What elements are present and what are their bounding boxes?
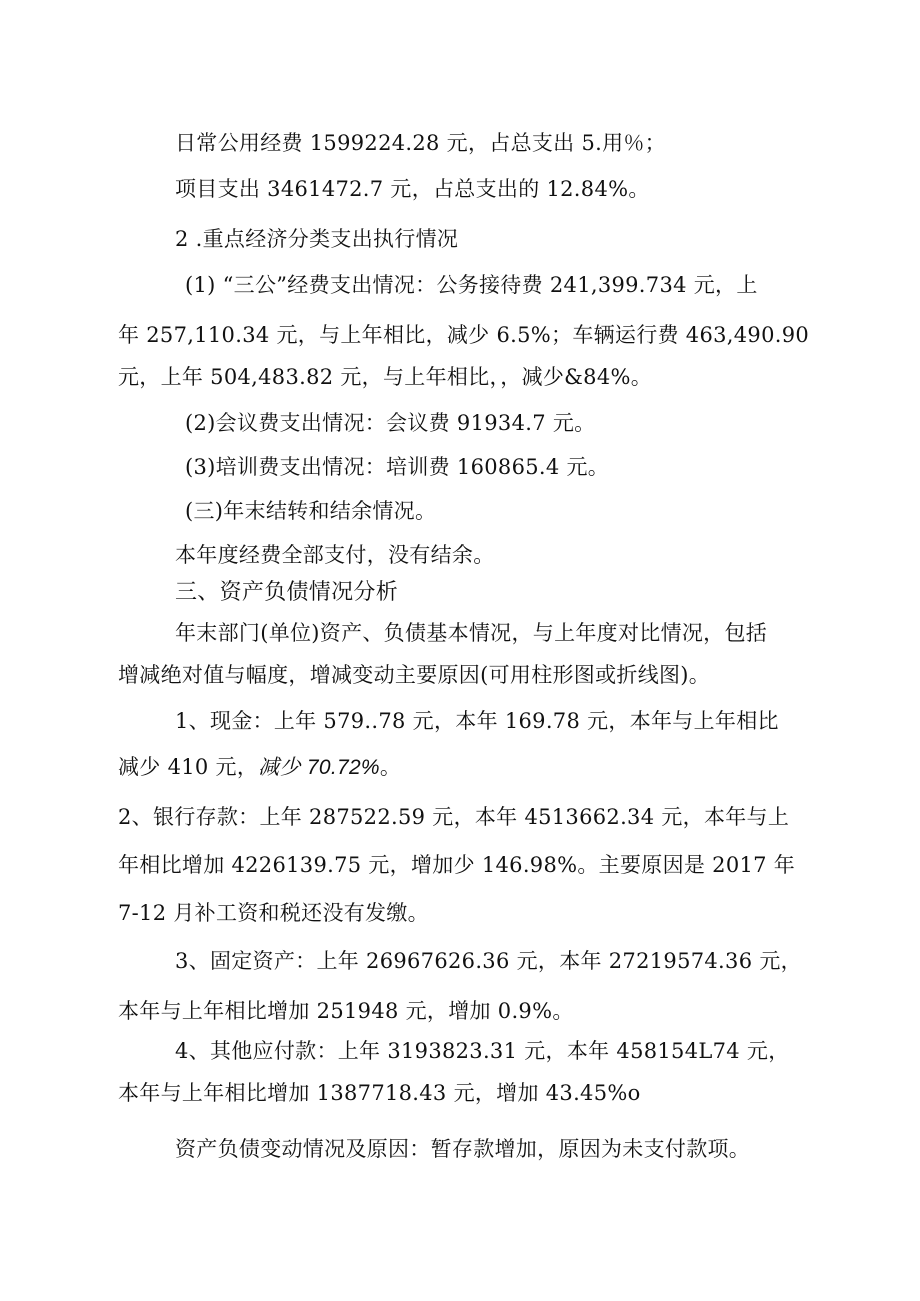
- text-line: 1、现金：上年 579..78 元，本年 169.78 元，本年与上年相比: [175, 709, 779, 733]
- text-line: 本年度经费全部支付，没有结余。: [175, 543, 495, 567]
- text-line: 3、固定资产：上年 26967626.36 元，本年 27219574.36 元，: [175, 949, 802, 973]
- text-line: 7-12 月补工资和税还没有发缴。: [118, 901, 429, 925]
- section-heading: 三、资产负债情况分析: [175, 580, 399, 605]
- text-line: 年相比增加 4226139.75 元，增加少 146.98%。主要原因是 2017 年: [118, 853, 796, 877]
- text-line: 资产负债变动情况及原因：暂存款增加，原因为未支付款项。: [175, 1137, 751, 1161]
- text-line: 4、其他应付款：上年 3193823.31 元，本年 458154L74 元，: [175, 1039, 790, 1063]
- text-line: 增减绝对值与幅度，增减变动主要原因(可用柱形图或折线图)。: [118, 663, 711, 687]
- text-line: 年末部门(单位)资产、负债基本情况，与上年度对比情况，包括: [175, 621, 768, 645]
- text-line: [118, 752, 401, 783]
- text-line: (1) “三公”经费支出情况：公务接待费 241,399.734 元，上: [185, 273, 758, 297]
- italic-text-span: 减少 70.72%: [258, 756, 380, 779]
- text-span: 。: [379, 755, 402, 779]
- text-line: 2、银行存款：上年 287522.59 元，本年 4513662.34 元，本年与上: [118, 805, 790, 829]
- text-line: 日常公用经费 1599224.28 元，占总支出 5.用％；: [175, 131, 666, 155]
- text-line: (2)会议费支出情况：会议费 91934.7 元。: [185, 411, 596, 435]
- text-line: (3)培训费支出情况：培训费 160865.4 元。: [185, 455, 610, 479]
- section-subheading: 2 .重点经济分类支出执行情况: [175, 227, 459, 251]
- text-line: 项目支出 3461472.7 元，占总支出的 12.84%。: [175, 177, 650, 201]
- text-line: 本年与上年相比增加 1387718.43 元，增加 43.45%o: [118, 1081, 641, 1105]
- text-line: 年 257,110.34 元，与上年相比，减少 6.5%；车辆运行费 463,490.90: [118, 323, 810, 347]
- text-line: 元，上年 504,483.82 元，与上年相比，，减少&84%。: [118, 365, 653, 389]
- text-span: 减少 410 元，: [118, 755, 259, 779]
- text-line: 本年与上年相比增加 251948 元，增加 0.9%。: [118, 999, 574, 1023]
- text-line: (三)年末结转和结余情况。: [185, 499, 437, 523]
